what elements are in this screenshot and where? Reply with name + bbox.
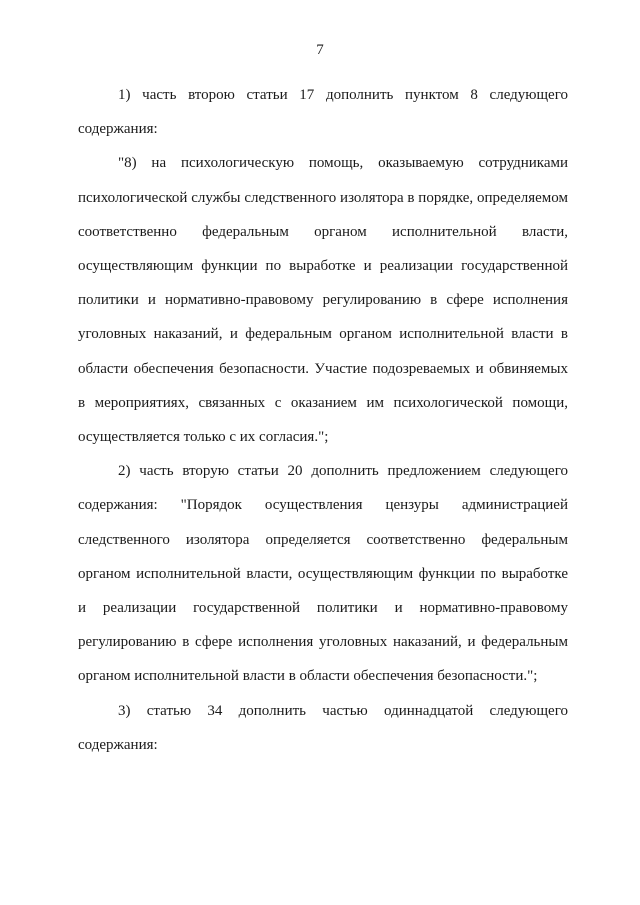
paragraph-item-2: 2) часть вторую статьи 20 дополнить предложением следующего содержания: "Порядок осуществления цензуры администрацией следственного изолятора определяется соответственно федеральным органом исполнительной власти, осуществляющим функции по выработке и реализации государственной политики и нормативно-правовому регулированию в сфере исполнения уголовных наказаний, и федеральным органом исполнительной власти в области обеспечения безопасности."; (78, 463, 568, 685)
document-body (78, 78, 568, 762)
paragraph-item-3: 3) статью 34 дополнить частью одиннадцатой следующего содержания: (78, 702, 568, 753)
page-number: 7 (316, 42, 324, 58)
paragraph-item-1: 1) часть второю статьи 17 дополнить пунктом 8 следующего содержания: (78, 87, 568, 138)
paragraph-item-8-quote: "8) на психологическую помощь, оказываемую сотрудниками психологической службы следственного изолятора в порядке, определяемом соответственно федеральным органом исполнительной власти, осуществляющим функции по выработке и реализации государственной политики и нормативно-правовому регулированию в сфере исполнения уголовных наказаний, и федеральным органом исполнительной власти в области обеспечения безопасности. Участие подозреваемых и обвиняемых в мероприятиях, связанных с оказанием им психологической помощи, осуществляется только с их согласия."; (78, 155, 568, 446)
